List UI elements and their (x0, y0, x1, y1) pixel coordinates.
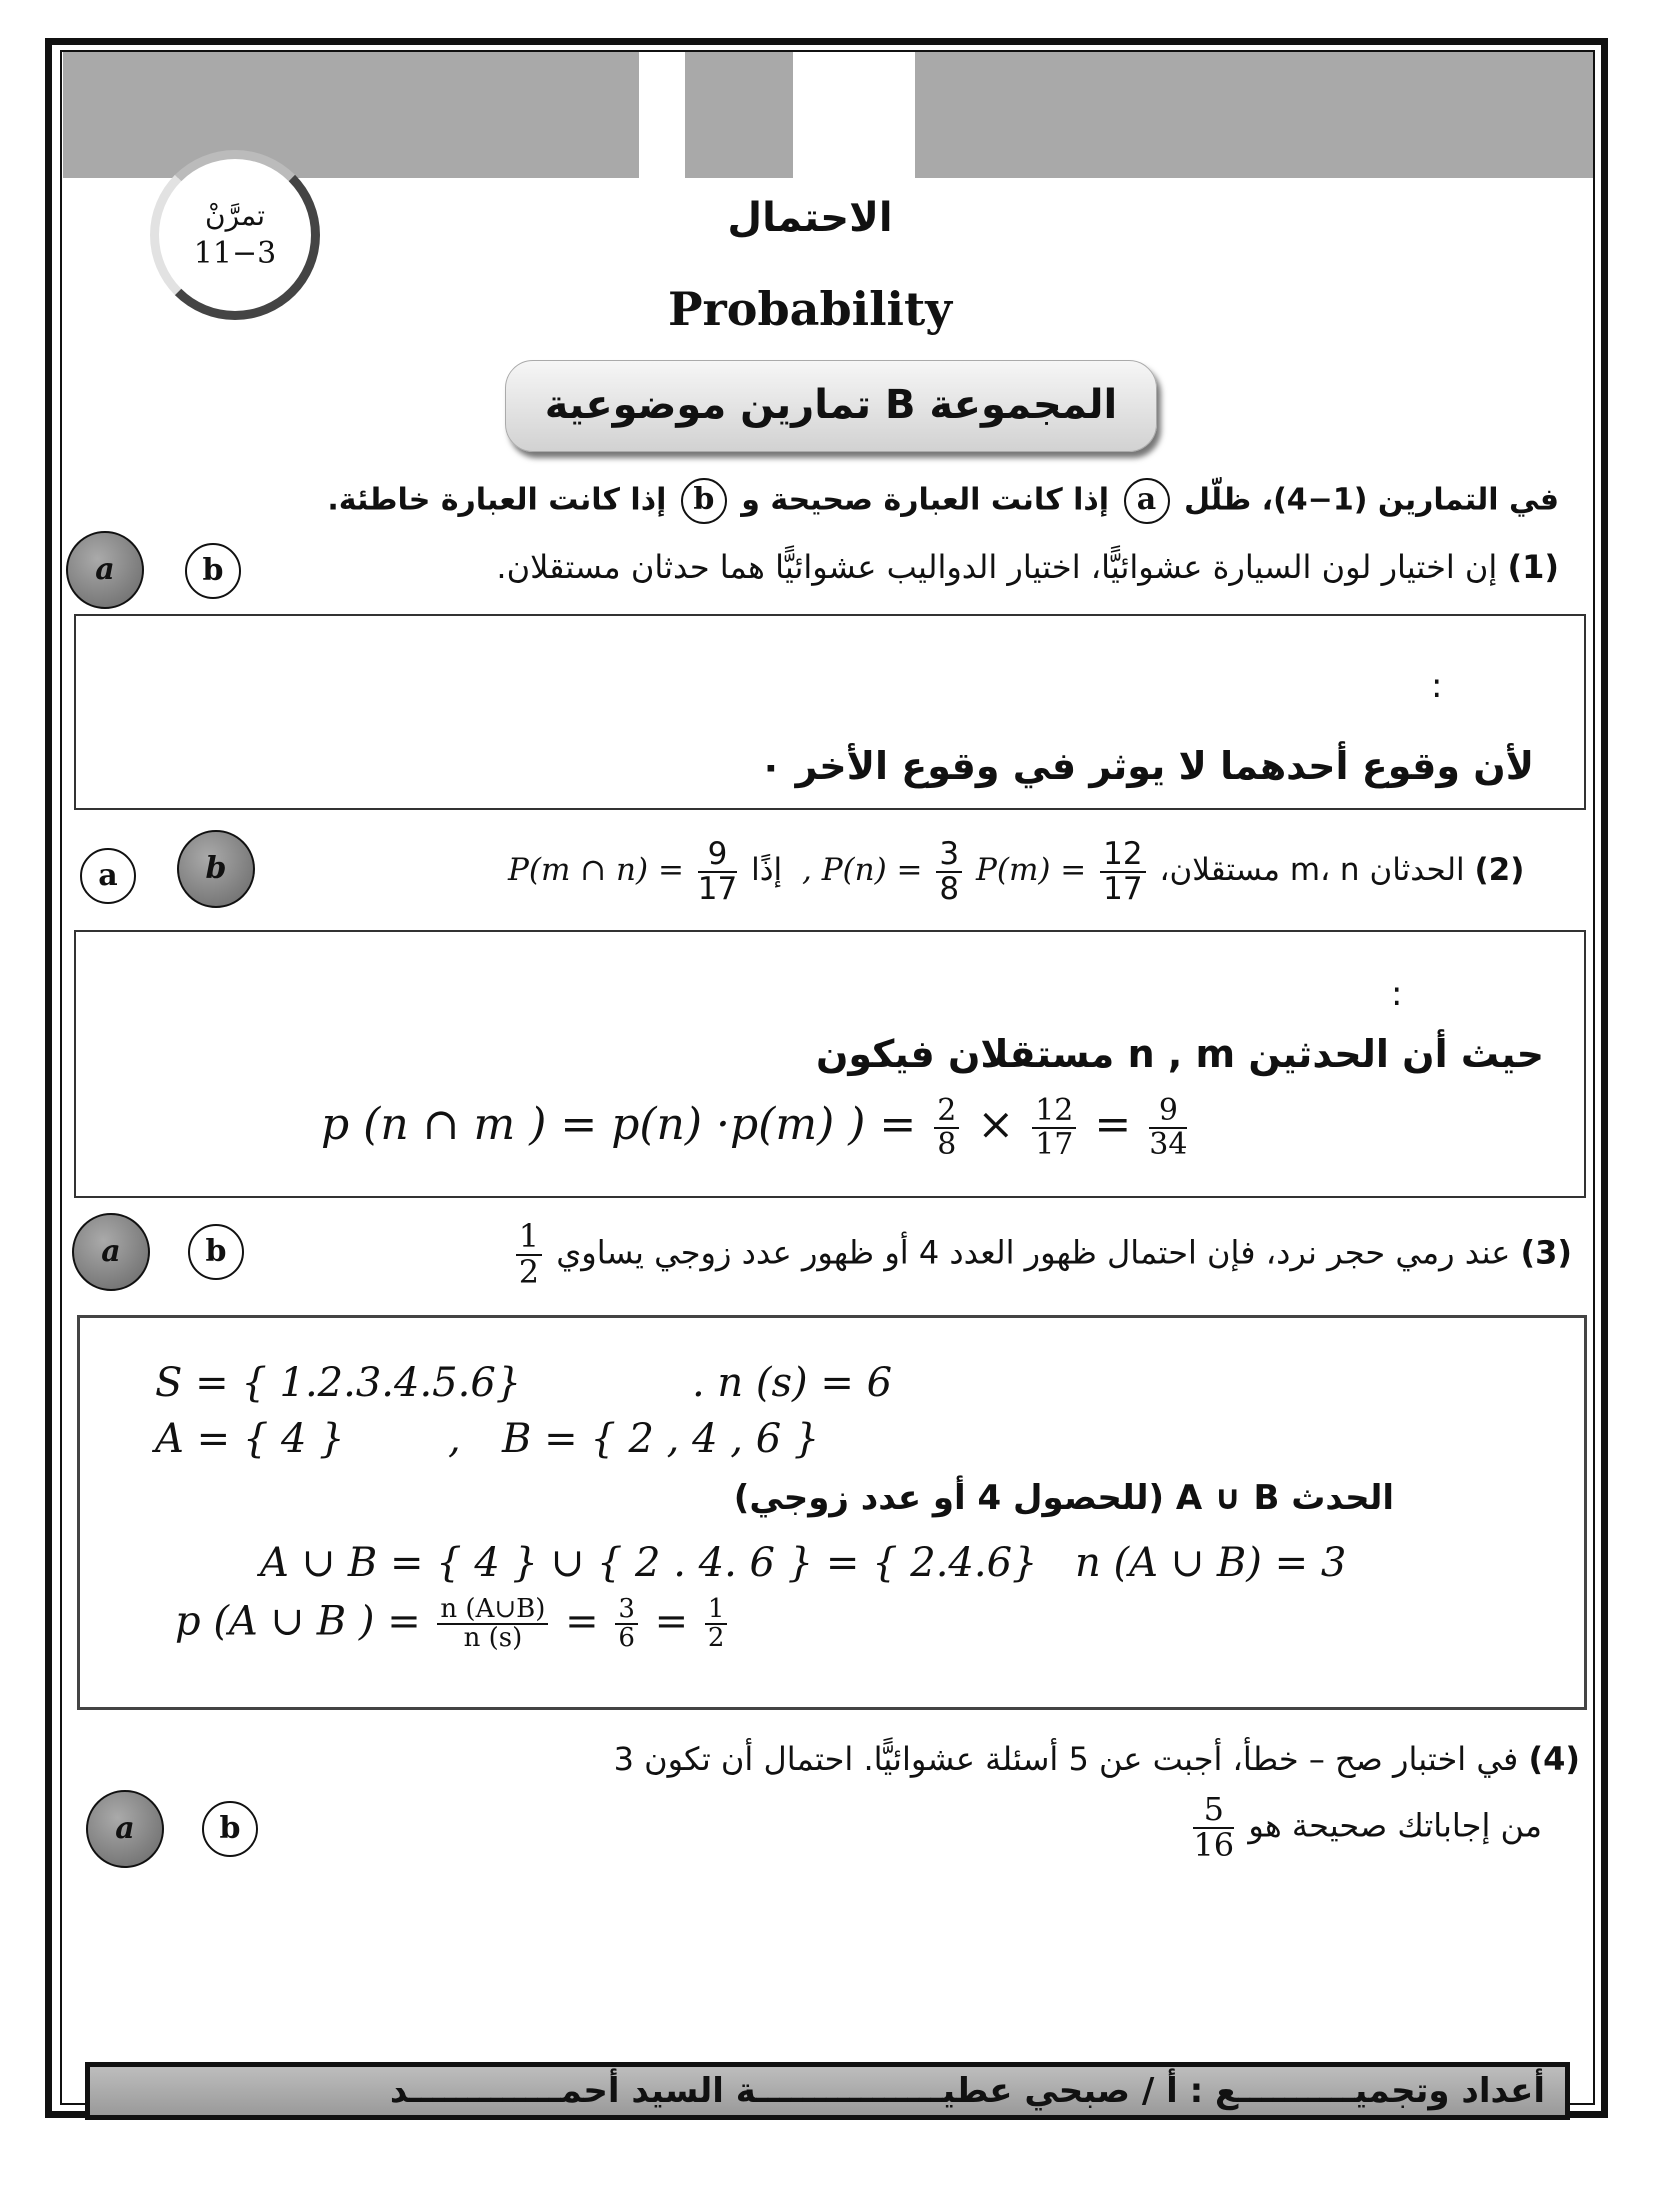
q1-answer-text[interactable]: لأن وقوع أحدهما لا يوثر في وقوع الأخر ٠ (759, 744, 1534, 788)
q4-fraction-num: 5 (1193, 1793, 1234, 1829)
q3-prob-frac3 (705, 1596, 728, 1653)
q2-statement (508, 838, 1568, 905)
q3-sample-size[interactable]: . n (s) = 6 (692, 1360, 893, 1406)
q4-text2: من إجاباتك صحيحة هو (1248, 1806, 1542, 1845)
q2-pn-label: , P(n) = (801, 852, 923, 889)
q1-number: (1) (1507, 548, 1559, 586)
q2-pm-denominator: 17 (1103, 870, 1143, 907)
q3-prob-frac2 (615, 1596, 638, 1653)
q2-pm-numerator: 12 (1100, 838, 1145, 873)
q3-prob-lhs: p (A ∪ B ) = (175, 1598, 421, 1645)
q3-prob-frac1-num: n (A∪B) (437, 1596, 548, 1625)
q3-fraction-den: 2 (518, 1252, 540, 1291)
q2-answer-equals: = (1094, 1099, 1132, 1150)
header-band-right (915, 52, 1593, 178)
q2-answer-equation[interactable] (321, 1095, 1191, 1160)
q2-answer-eq-lhs: p (n ∩ m ) = p(n) ·p(m) ) = (321, 1099, 917, 1150)
q1-answer-colon: : (1431, 666, 1443, 706)
q2-answer-frac2-num: 12 (1032, 1095, 1076, 1129)
q2-pmn-label: P(m ∩ n) = (508, 852, 684, 889)
q4-choice-b[interactable]: b (202, 1801, 258, 1857)
q3-number: (3) (1520, 1233, 1572, 1272)
q3-prob-frac3-den: 2 (707, 1623, 725, 1654)
q3-answer-box (77, 1315, 1587, 1710)
q4-fraction-den: 16 (1193, 1825, 1235, 1864)
page-title-arabic: الاحتمال (727, 195, 893, 241)
q1-answer-box (74, 614, 1586, 810)
instructions-option-b: b (681, 478, 727, 524)
q2-answer-frac1-num: 2 (934, 1095, 959, 1129)
q3-prob-frac3-num: 1 (705, 1596, 728, 1625)
q3-choice-a[interactable]: a (72, 1213, 150, 1291)
exercise-badge (150, 150, 320, 320)
badge-number: 11−3 (193, 236, 277, 271)
header-band-left (63, 52, 639, 178)
q2-pmn-numerator: 9 (698, 838, 737, 873)
q4-text1: في اختبار صح – خطأ، أجبت عن 5 أسئلة عشوائيًّا. احتمال أن تكون 3 (613, 1740, 1519, 1778)
q3-sample-space[interactable]: S = { 1.2.3.4.5.6} (155, 1360, 522, 1406)
q2-answer-frac2 (1032, 1095, 1076, 1160)
q3-fraction (516, 1217, 542, 1291)
q1-text: إن اختيار لون السيارة عشوائيًّا، اختيار الدواليب عشوائيًّا هما حدثان مستقلان. (496, 548, 1498, 586)
q2-pmn-denominator: 17 (697, 870, 738, 907)
q3-set-b[interactable]: B = { 2 , 4 , 6 } (502, 1416, 820, 1462)
q3-prob-eq2: = (654, 1598, 689, 1645)
q3-union-size[interactable]: n (A ∪ B) = 3 (1075, 1540, 1347, 1586)
q3-prob-eq1: = (565, 1598, 599, 1645)
q2-answer-colon: : (1391, 974, 1403, 1014)
q2-answer-frac3-num: 9 (1149, 1095, 1187, 1129)
q4-fraction (1193, 1790, 1235, 1864)
q3-text: عند رمي حجر نرد، فإن احتمال ظهور العدد 4 أو ظهور عدد زوجي يساوي (556, 1233, 1511, 1272)
q1-choice-a[interactable]: a (66, 531, 144, 609)
q2-answer-times: × (977, 1099, 1015, 1150)
instructions-part3: إذا كانت العبارة خاطئة. (327, 482, 667, 518)
q4-number: (4) (1528, 1740, 1580, 1778)
q2-answer-box (74, 930, 1586, 1198)
q2-pm-fraction (1100, 838, 1145, 905)
q2-pm-label: P(m) = (976, 852, 1087, 889)
q2-answer-frac2-den: 17 (1035, 1126, 1074, 1162)
q2-pn-fraction (936, 838, 962, 905)
q3-choice-b[interactable]: b (188, 1224, 244, 1280)
q3-comma: , (448, 1416, 461, 1462)
q1-statement (359, 548, 1559, 586)
q2-number: (2) (1474, 852, 1525, 889)
instructions-option-a: a (1124, 478, 1170, 524)
q1-choice-b[interactable]: b (185, 543, 241, 599)
instructions (159, 478, 1559, 524)
q2-choice-a[interactable]: a (80, 848, 136, 904)
page-title-english: Probability (667, 282, 953, 336)
q3-prob-frac1-den: n (s) (463, 1623, 523, 1654)
instructions-part2: إذا كانت العبارة صحيحة و (741, 482, 1110, 518)
q3-set-a[interactable]: A = { 4 } (155, 1416, 345, 1462)
q2-answer-frac3-den: 34 (1149, 1126, 1188, 1162)
q2-pn-numerator: 3 (936, 838, 962, 873)
q2-answer-frac1-den: 8 (937, 1126, 957, 1162)
q2-then: إذًا (751, 852, 783, 889)
q2-answer-line1[interactable]: حيث أن الحدثين n , m مستقلان فيكون (816, 1032, 1544, 1076)
q3-event-line[interactable]: الحدث A ∪ B (للحصول 4 أو عدد زوجي) (733, 1478, 1394, 1518)
q3-prob-frac1 (437, 1596, 548, 1653)
q3-probability[interactable] (175, 1596, 731, 1653)
header-band-middle (685, 52, 793, 178)
q3-prob-frac2-num: 3 (615, 1596, 638, 1625)
q3-prob-frac2-den: 6 (618, 1623, 635, 1654)
q4-choice-a[interactable]: a (86, 1790, 164, 1868)
group-label: المجموعة B تمارين موضوعية (505, 360, 1157, 452)
badge-word: تمرَّنْ (205, 199, 265, 232)
q3-statement (292, 1217, 1572, 1291)
q3-fraction-num: 1 (516, 1220, 542, 1256)
q2-pmn-fraction (698, 838, 737, 905)
q3-union[interactable]: A ∪ B = { 4 } ∪ { 2 . 4. 6 } = { 2.4.6} (260, 1540, 1038, 1586)
q2-choice-b[interactable]: b (177, 830, 255, 908)
q2-answer-frac1 (934, 1095, 959, 1160)
q2-answer-frac3 (1149, 1095, 1187, 1160)
q2-text: الحدثان m، n مستقلان، (1159, 852, 1465, 889)
q4-statement-line2 (542, 1790, 1542, 1864)
footer-credit: أعداد وتجميــــــــــع : أ / صبحي عطيــــــــــــــــة السيد أحمـــــــــــــد (85, 2062, 1570, 2120)
instructions-part1: في التمارين (1−4)، ظلّل (1183, 482, 1559, 518)
q2-pn-denominator: 8 (939, 870, 960, 907)
q4-statement-line1 (380, 1740, 1580, 1778)
